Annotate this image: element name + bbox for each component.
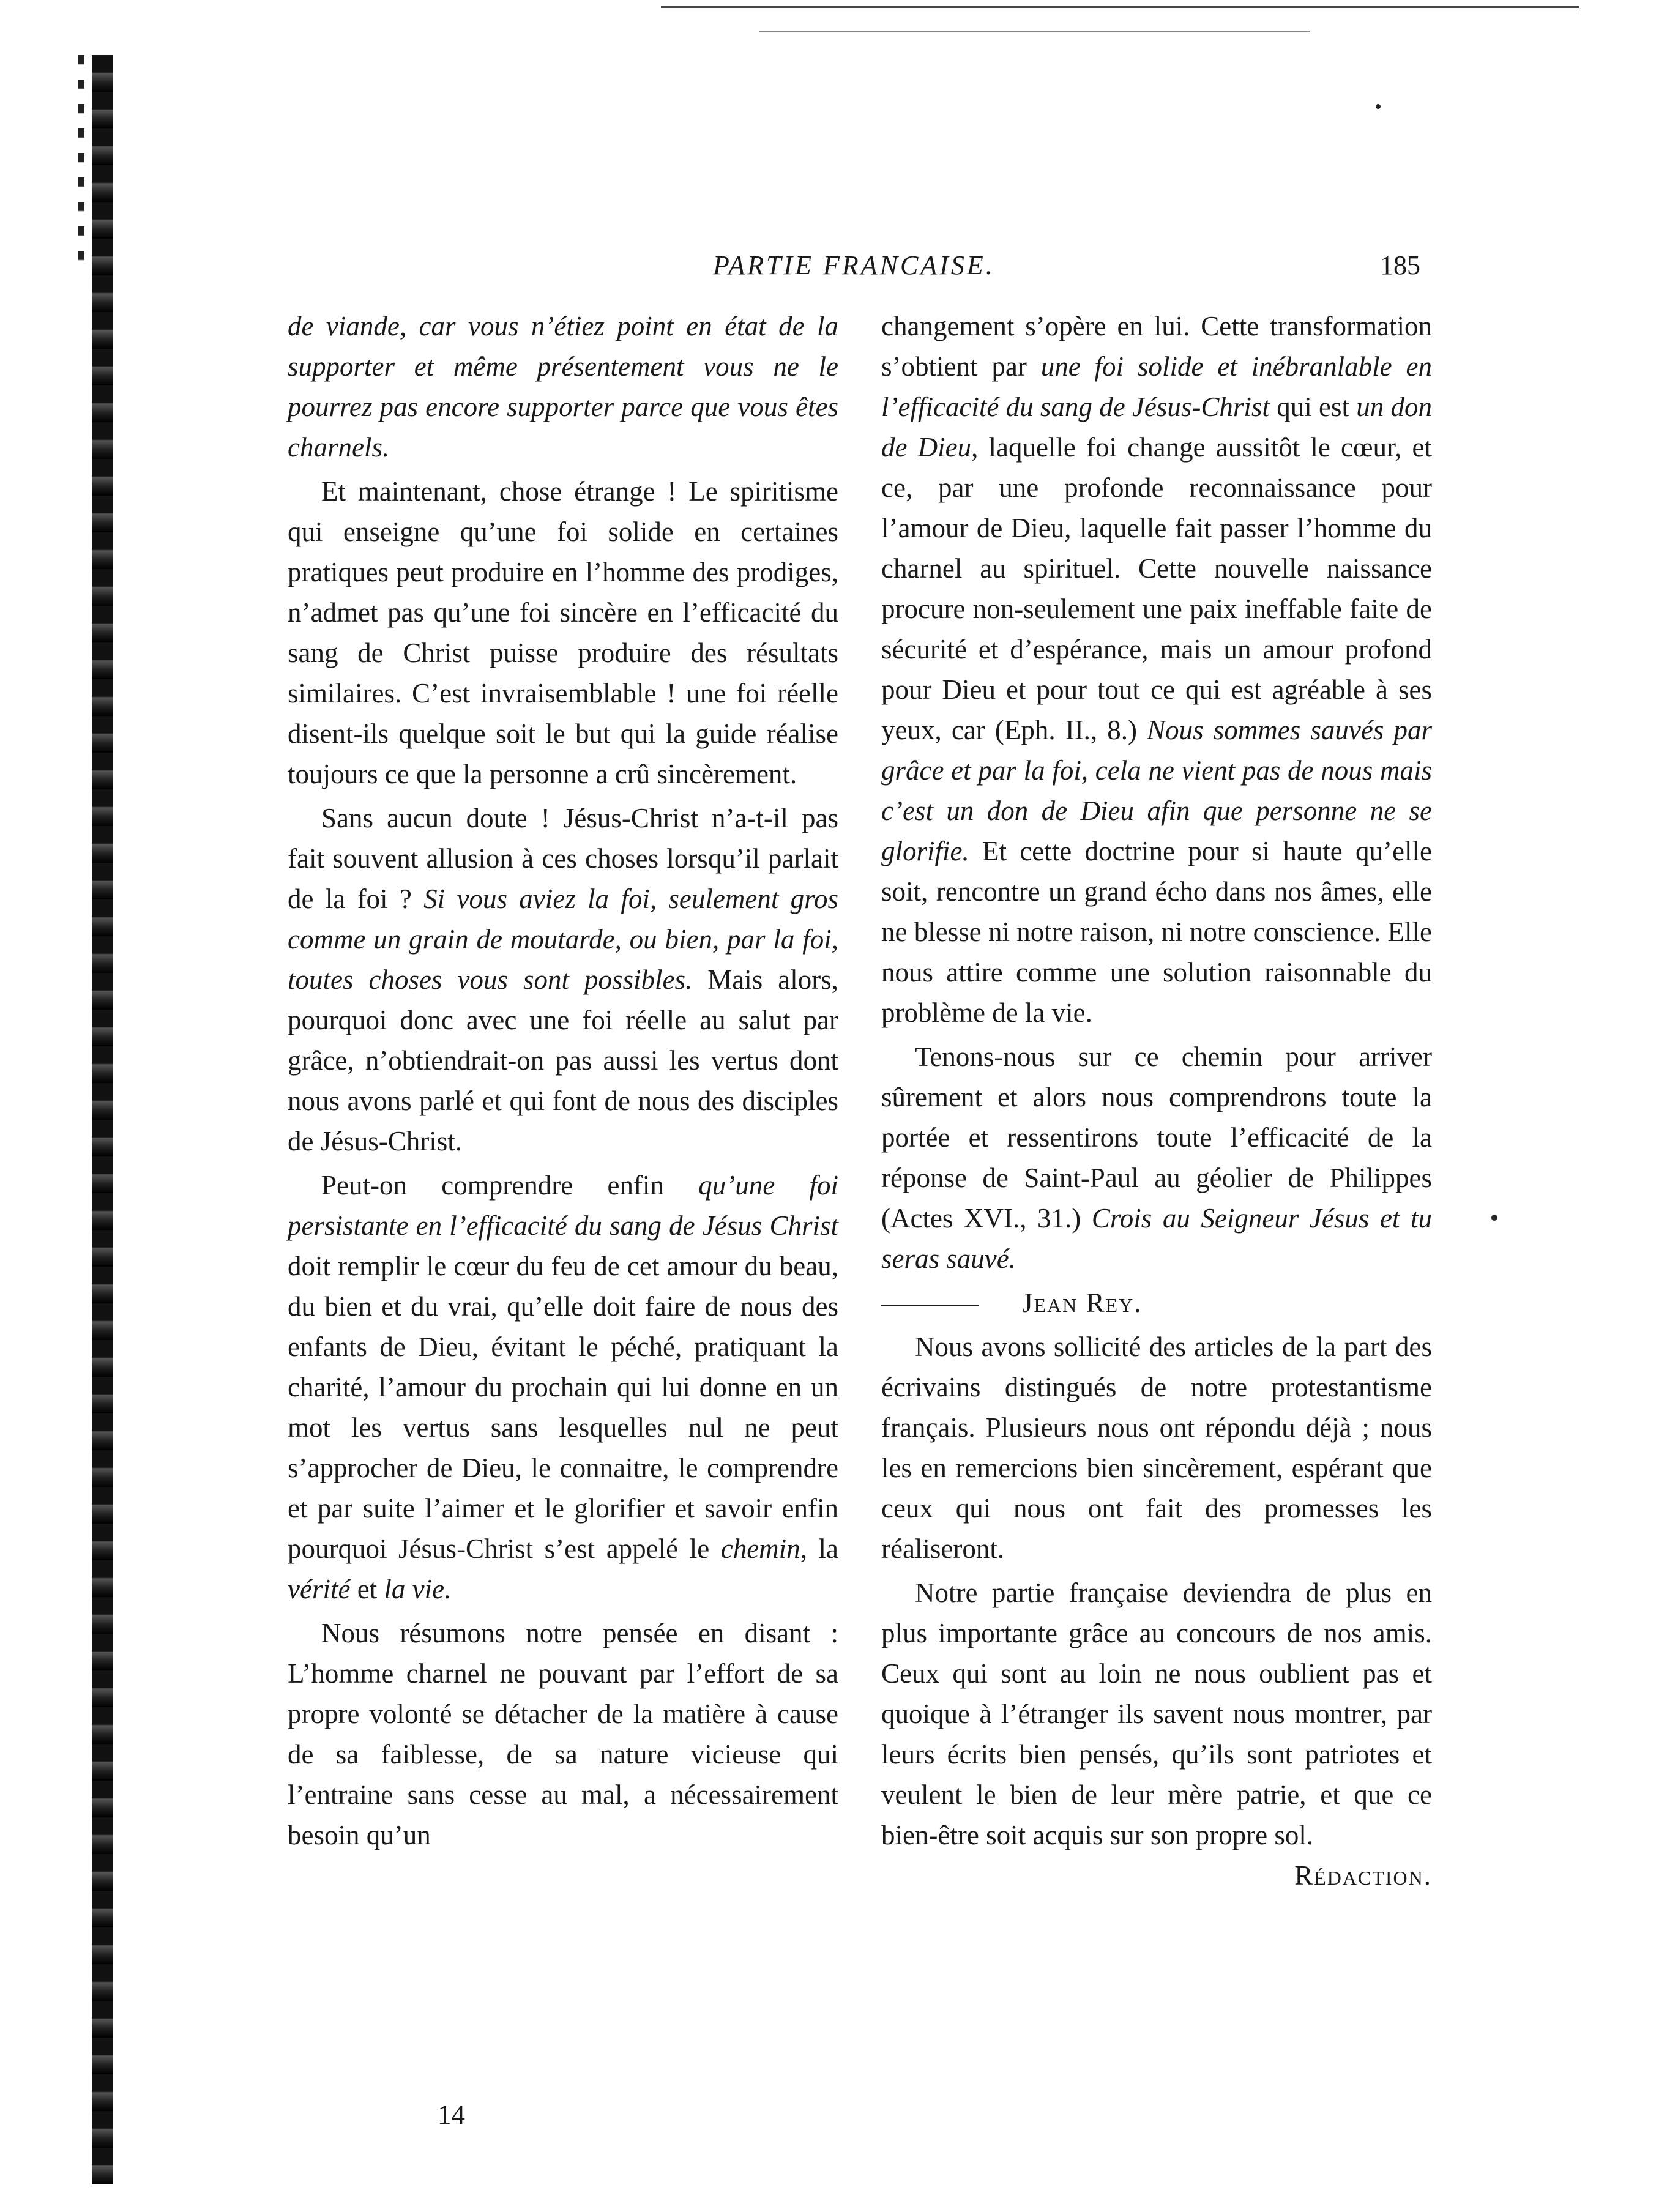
body-text: , la <box>800 1533 838 1564</box>
body-text: , laquelle foi change aussitôt le cœur, et ce, par une profonde reconnaissance pour l’amour de Dieu, laquelle fait passer l’homme du charnel au spirituel. Cette nouvelle naissance procure non-seulement une paix ineffable faite de sécurité et d’espérance, mais un amour profond pour Dieu et pour tout ce qui est agréable à ses yeux, car (Eph. II., 8.) <box>881 432 1432 745</box>
body-text: qui est <box>1269 392 1357 422</box>
body-text: Tenons-nous sur ce chemin pour arriver sûrement et alors nous comprendrons toute la portée et ressentirons toute l’efficacité de la réponse de Saint-Paul au géolier de Philippes (Actes XVI., 31.) <box>881 1041 1432 1234</box>
top-rule-secondary <box>759 31 1310 32</box>
body-text: et <box>350 1574 384 1604</box>
signature-mark: 14 <box>438 2099 465 2130</box>
paragraph <box>288 306 838 467</box>
italic-text: un don de Dieu <box>881 392 1432 463</box>
right-column <box>881 306 1432 1896</box>
italic-text: une foi solide et inébranlable en l’efficacité du sang de Jésus-Christ <box>881 351 1432 422</box>
paragraph <box>881 306 1432 1033</box>
body-text: Notre partie française deviendra de plus en plus importante grâce au concours de nos amis. Ceux qui sont au loin ne nous oublient pas et quoique à l’étranger ils savent nous montrer, par leurs écrits bien pensés, qu’ils sont patriotes et veulent le bien de leur mère patrie, et que ce bien-être soit acquis sur son propre sol. <box>881 1577 1432 1850</box>
italic-text: Si vous aviez la foi, seulement gros comme un grain de moutarde, ou bien, par la foi, toutes choses vous sont possibles. <box>288 884 838 995</box>
body-text: Sans aucun doute ! Jésus-Christ n’a-t-il pas fait souvent allusion à ces choses lorsqu’il parlait de la foi ? <box>288 803 838 914</box>
body-text: Nous résumons notre pensée en disant : L’homme charnel ne pouvant par l’effort de sa propre volonté se détacher de la matière à cause de sa faiblesse, de sa nature vicieuse qui l’entraine sans cesse au mal, a nécessairement besoin qu’un <box>288 1618 838 1850</box>
italic-text: la vie. <box>384 1574 452 1604</box>
body-text: doit remplir le cœur du feu de cet amour du beau, du bien et du vrai, qu’elle doit faire de nous des enfants de Dieu, évitant le péché, pratiquant la charité, l’amour du prochain qui lui donne en un mot les vertus sans lesquelles nul ne peut s’approcher de Dieu, le connaitre, le comprendre et par suite l’aimer et le glorifier et savoir enfin pourquoi Jésus-Christ s’est appelé le <box>288 1251 838 1564</box>
italic-text: Nous sommes sauvés par grâce et par la foi, cela ne vient pas de nous mais c’est un don de Dieu afin que personne ne se glorifie. <box>881 715 1432 866</box>
italic-text: qu’une foi persistante en l’efficacité du sang de Jésus Christ <box>288 1170 838 1241</box>
paragraph <box>881 1573 1432 1891</box>
body-text: Et maintenant, chose étrange ! Le spiritisme qui enseigne qu’une foi solide en certaines pratiques peut produire en l’homme des prodiges, n’admet pas qu’une foi sincère en l’efficacité du sang de Christ puisse produire des résultats similaires. C’est invraisemblable ! une foi réelle disent-ils quelque soit le but qui la guide réalise toujours ce que la personne a crû sincèrement. <box>288 476 838 789</box>
paragraph <box>288 798 838 1161</box>
page-binding-edge <box>92 55 113 2184</box>
paragraph <box>288 1165 838 1609</box>
italic-text: Crois au Seigneur Jésus et tu seras sauvé. <box>881 1203 1432 1274</box>
running-head: PARTIE FRANCAISE. <box>713 250 995 280</box>
ink-speck <box>1491 1215 1497 1221</box>
ink-speck <box>1376 104 1381 109</box>
italic-text: vérité <box>288 1574 351 1604</box>
italic-text: de viande, car vous n’étiez point en état de la supporter et même présentement vous ne le pourrez pas encore supporter parce que vous êtes charnels. <box>288 311 838 463</box>
italic-text: chemin <box>720 1533 800 1564</box>
top-rule <box>661 6 1579 12</box>
page-binding-stitching <box>78 55 84 275</box>
body-text: Nous avons sollicité des articles de la part des écrivains distingués de notre protestantisme français. Plusieurs nous ont répondu déjà ; nous les en remercions bien sincèrement, espérant que ceux qui nous ont fait des promesses les réaliseront. <box>881 1331 1432 1564</box>
body-text: Mais alors, pourquoi donc avec une foi réelle au salut par grâce, n’obtiendrait-on pas aussi les vertus dont nous avons parlé et qui font de nous des disciples de Jésus-Christ. <box>288 964 838 1156</box>
body-text: changement s’opère en lui. Cette transformation s’obtient par <box>881 311 1432 382</box>
editorial-signature: Rédaction. <box>1294 1860 1432 1891</box>
page-number: 185 <box>1380 250 1420 280</box>
author-signature: Jean Rey. <box>1022 1287 1143 1318</box>
paragraph <box>288 471 838 794</box>
separator-rule <box>881 1305 979 1306</box>
paragraph <box>881 1037 1432 1279</box>
paragraph <box>288 1613 838 1855</box>
body-text: Peut-on comprendre enfin <box>321 1170 699 1201</box>
paragraph <box>881 1283 1432 1323</box>
left-column <box>288 306 838 1859</box>
body-text: Et cette doctrine pour si haute qu’elle soit, rencontre un grand écho dans nos âmes, elle ne blesse ni notre raison, ni notre conscience. Elle nous attire comme une solution raisonnable du problème de la vie. <box>881 836 1432 1028</box>
paragraph <box>881 1327 1432 1569</box>
